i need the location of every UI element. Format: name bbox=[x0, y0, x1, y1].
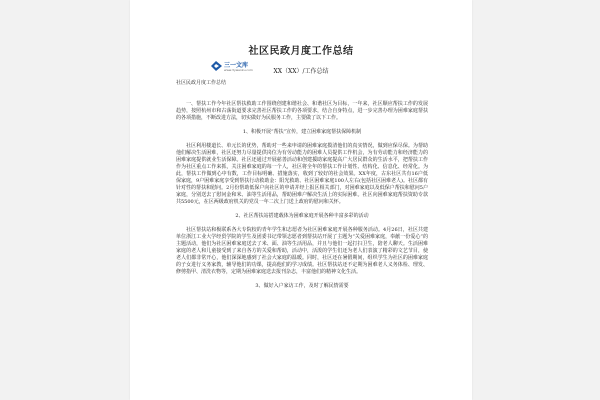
document-body bbox=[176, 80, 428, 297]
document-page bbox=[130, 0, 472, 400]
section-heading: 1、积极开展“帮扶”宣传，建立困难家庭帮扶保障机制 bbox=[242, 129, 362, 135]
body-paragraph: 一、帮扶工作今年社区帮扶救助工作围绕创建和谐社会、和谐社区为目标，一年来，社区顺应帮扶工作的发展趋势，按照杭州市和古荡街道要求完善社区帮扶工作的各项要求，结合自身特点，进一步完善办理为困难家庭帮扶的各项措施，不断改进方法，切实做好为民服务工作，主要做了以下工作。 bbox=[176, 101, 428, 121]
body-paragraph: 社区利用楼道长、单元长的优势，帮助对一些来申请的困难家庭摸清他们的真实情况，做到应保尽保。为帮助他们解决生活困难，社区还努力尽量提供岗位为有劳动能力的困难人员提供工作机会，为有劳动能力和经济能力的困难家庭提供就业生活保障。社区还通过开展慈善活动和创建援助家庭提高广大居民群众的生活水平，把帮扶工作作为社区重点工作来抓，关注困难家庭的每一个人，社区将全年的帮扶工作计划性、结构化、信息化、经常化。为此，帮扶工作做到心中有数，工作目标明确、措施落实，收到了较好的社会效果。XX年度，古东社区共有16户低保家庭，9户困难家庭享受到帮扶行动救助金：阳光救助、社区困难家庭100人左右(包括社区困难老人)。社区都有针对性的帮扶和慰问。2月份帮助低保户向社区的申请并经上报区相关部门，对困难家庭以及低保户帮扶和慰问5户家庭，分别送去了慰问金和米、油等生活用品，帮助困难户解决生活上的实际困难。社区向困难家庭帮扶资助专款共5500元，在区两级政府机关的党员一年二次上门送上政府的慰问和关怀。 bbox=[176, 143, 428, 205]
section-heading: 2、社区帮扶站搭建载体为困难家庭开展各种丰富多彩的活动 bbox=[235, 213, 369, 219]
body-paragraph: 社区帮扶站和极联系各大专院校的青年学生和志愿者为社区困难家庭开展各种服务活动。4月26日，社区共建单位浙江工业大学经贸学院的学生及团委书记带领志愿者到帮扶站开展了主题为“关爱困难家庭，奉献一份爱心”的主题活动，他们为社区困难家庭送去了米、面、油等生活用品，并且与他们一起打扫卫生，陪老人聊天。生活困难家庭的老人和儿童接受到了来自各方的关爱和帮助，活动中，活泼的学生们还为老人们表演了精彩的文艺节目，使老人们都非常开心，他们深深地感到了社会大家庭的温暖。同时，社区还在暑假期间，组织学生为社区的困难家庭的子女进行义务家教，辅导他们的功课，提高他们的学习成绩。社区帮扶站还不定期为困难老人义务体检、理发、修剪指甲、清洗衣物等，定期为困难家庭送去报刊杂志，丰富他们的精神文化生活。 bbox=[176, 227, 428, 275]
document-subtitle: XX（XX）/工作总结 bbox=[273, 68, 329, 75]
document-title: 社区民政月度工作总结 bbox=[248, 46, 354, 57]
paragraph-list bbox=[176, 101, 428, 290]
section-heading: 3、做好入户家访工作，及时了解民情需要 bbox=[255, 283, 349, 289]
document-label: 社区民政月度工作总结 bbox=[176, 80, 227, 86]
logo-text: 三一文库 bbox=[224, 62, 249, 69]
logo-url: www.3ywenku.com bbox=[224, 68, 253, 72]
